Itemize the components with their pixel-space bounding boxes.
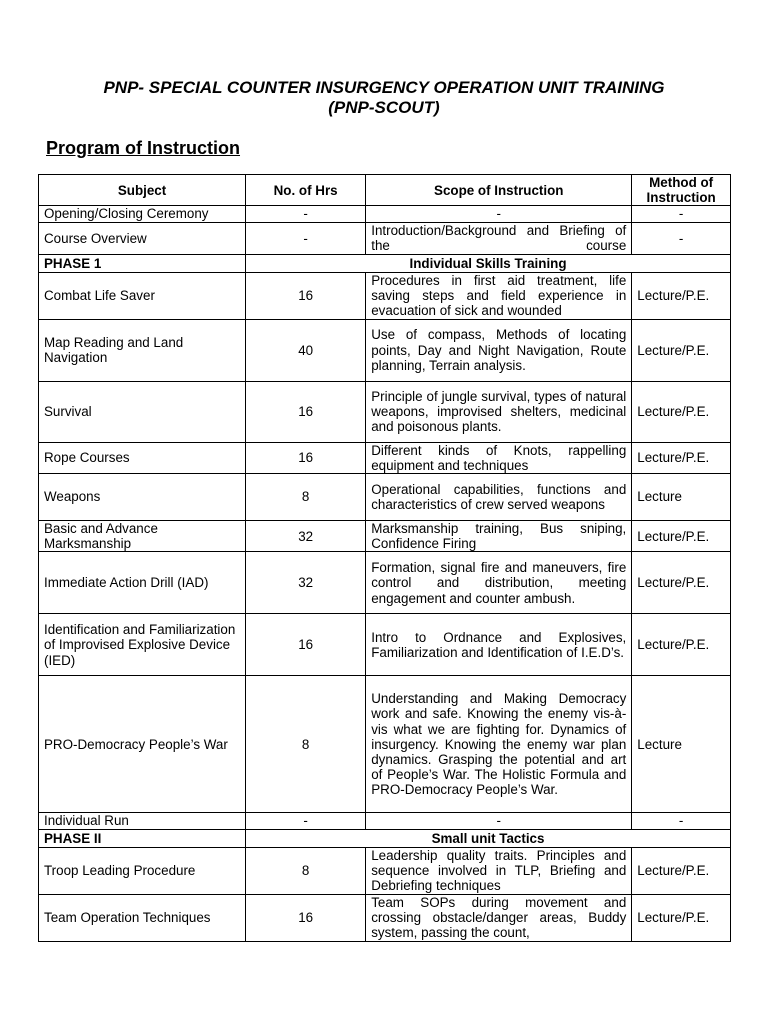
cell-scope: Intro to Ordnance and Explosives, Familiarization and Identification of I.E.D’s. [366, 614, 632, 676]
cell-subject: Map Reading and Land Navigation [39, 319, 246, 381]
cell-hours: - [246, 206, 366, 222]
cell-scope: Marksmanship training, Bus sniping, Confidence Firing [366, 521, 632, 552]
cell-scope: Use of compass, Methods of locating points, Day and Night Navigation, Route planning, Terrain analysis. [366, 319, 632, 381]
cell-scope: Operational capabilities, functions and characteristics of crew served weapons [366, 474, 632, 521]
cell-subject: Rope Courses [39, 442, 246, 473]
phase-title: Small unit Tactics [246, 829, 731, 847]
cell-method: Lecture [632, 676, 731, 813]
table-row [39, 894, 731, 941]
cell-scope: Team SOPs during movement and crossing obstacle/danger areas, Buddy system, passing the count, [366, 894, 632, 941]
phase-row [39, 829, 731, 847]
cell-hours: 16 [246, 381, 366, 442]
section-heading: Program of Instruction [46, 138, 241, 158]
cell-subject: Survival [39, 381, 246, 442]
document-title [0, 78, 768, 118]
cell-scope: Different kinds of Knots, rappelling equipment and techniques [366, 442, 632, 473]
cell-subject: Weapons [39, 474, 246, 521]
phase-label: PHASE II [39, 829, 246, 847]
cell-scope: Principle of jungle survival, types of natural weapons, improvised shelters, medicinal and poisonous plants. [366, 381, 632, 442]
cell-hours: - [246, 813, 366, 829]
cell-method: Lecture/P.E. [632, 272, 731, 319]
cell-hours: 32 [246, 521, 366, 552]
cell-method: Lecture/P.E. [632, 614, 731, 676]
cell-method: Lecture/P.E. [632, 847, 731, 894]
cell-subject: Team Operation Techniques [39, 894, 246, 941]
cell-method: - [632, 813, 731, 829]
cell-method: Lecture/P.E. [632, 521, 731, 552]
table-row [39, 381, 731, 442]
table-row [39, 847, 731, 894]
table-row [39, 614, 731, 676]
cell-subject: Opening/Closing Ceremony [39, 206, 246, 222]
cell-method: Lecture/P.E. [632, 319, 731, 381]
header-method: Method of Instruction [632, 175, 731, 206]
cell-subject: Troop Leading Procedure [39, 847, 246, 894]
cell-scope: Understanding and Making Democracy work and safe. Knowing the enemy vis-à-vis what we are fighting for. Dynamics of insurgency. Knowing the enemy war plan dynamics. Grasping the potential and art of People’s War. The Holistic Formula and PRO-Democracy People’s War. [366, 676, 632, 813]
table-row [39, 521, 731, 552]
cell-method: Lecture/P.E. [632, 552, 731, 614]
cell-hours: 40 [246, 319, 366, 381]
cell-scope: - [366, 813, 632, 829]
cell-hours: 16 [246, 614, 366, 676]
cell-hours: 8 [246, 474, 366, 521]
table-row [39, 676, 731, 813]
phase-label: PHASE 1 [39, 254, 246, 272]
cell-subject: Combat Life Saver [39, 272, 246, 319]
cell-hours: 16 [246, 442, 366, 473]
cell-scope: Procedures in first aid treatment, life saving steps and field experience in evacuation of sick and wounded [366, 272, 632, 319]
cell-method: Lecture/P.E. [632, 381, 731, 442]
cell-scope: Formation, signal fire and maneuvers, fire control and distribution, meeting engagement and counter ambush. [366, 552, 632, 614]
cell-scope: - [366, 206, 632, 222]
title-line-1: PNP- SPECIAL COUNTER INSURGENCY OPERATION UNIT TRAINING [103, 78, 665, 97]
header-hours: No. of Hrs [246, 175, 366, 206]
cell-hours: 16 [246, 272, 366, 319]
cell-hours: 8 [246, 676, 366, 813]
header-subject: Subject [39, 175, 246, 206]
cell-subject: Identification and Familiarization of Improvised Explosive Device (IED) [39, 614, 246, 676]
cell-subject: Immediate Action Drill (IAD) [39, 552, 246, 614]
header-scope: Scope of Instruction [366, 175, 632, 206]
cell-scope: Leadership quality traits. Principles and sequence involved in TLP, Briefing and Debriefing techniques [366, 847, 632, 894]
table-row [39, 474, 731, 521]
cell-hours: 8 [246, 847, 366, 894]
cell-hours: - [246, 222, 366, 254]
table-row [39, 813, 731, 829]
instruction-table [38, 174, 731, 942]
table-row [39, 272, 731, 319]
cell-method: Lecture/P.E. [632, 894, 731, 941]
phase-title: Individual Skills Training [246, 254, 731, 272]
cell-hours: 16 [246, 894, 366, 941]
table-row [39, 442, 731, 473]
cell-hours: 32 [246, 552, 366, 614]
cell-method: Lecture [632, 474, 731, 521]
cell-subject: PRO-Democracy People’s War [39, 676, 246, 813]
table-row [39, 222, 731, 254]
title-line-2: (PNP-SCOUT) [328, 98, 440, 117]
table-row [39, 552, 731, 614]
table-row [39, 206, 731, 222]
phase-row [39, 254, 731, 272]
cell-subject: Course Overview [39, 222, 246, 254]
cell-method: Lecture/P.E. [632, 442, 731, 473]
cell-subject: Basic and Advance Marksmanship [39, 521, 246, 552]
table-row [39, 319, 731, 381]
cell-method: - [632, 206, 731, 222]
cell-scope: Introduction/Background and Briefing of the course [366, 222, 632, 254]
table-header-row [39, 175, 731, 206]
cell-subject: Individual Run [39, 813, 246, 829]
cell-method: - [632, 222, 731, 254]
